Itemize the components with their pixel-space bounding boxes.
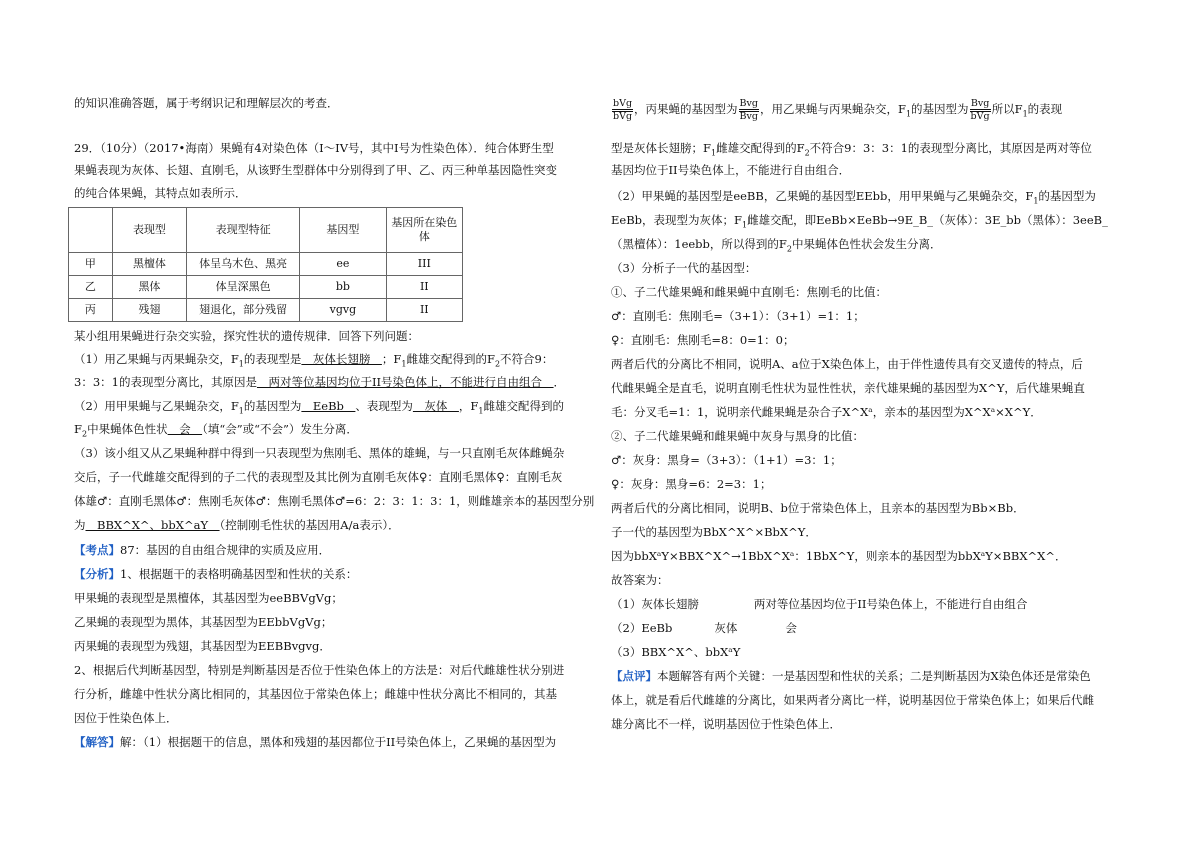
fenxi-line: 行分析，雌雄中性状分离比相同的，其基因位于常染色体上；雌雄中性状分离比不相同的，其基: [74, 687, 557, 701]
text-line: ♂：直刚毛：焦刚毛=（3+1）：（3+1）=1：1；: [611, 309, 865, 323]
jieda-line: 【解答】解：（1）根据题干的信息，黑体和残翅的基因都位于II号染色体上，乙果蝇的基因型为: [74, 735, 557, 749]
table-cell: 乙: [69, 276, 113, 299]
text-line: 故答案为：: [611, 573, 669, 587]
text-line: ♀：直刚毛：焦刚毛=8：0=1：0；: [611, 333, 795, 347]
genotype-fraction-line: $\frac{\text{bVg}}{\text{bVg}}$ ，丙果蝇的基因型为 $\frac{\text{Bvg}}{\text{Bvg}}$ ，用乙果蝇与丙果蝇杂交，$F_1$的基因型为 $\frac{\text{Bvg}}{\text{bVg}}$ 所以$F_1$的表现: [613, 97, 1063, 122]
question-29-line: 29．（10分）（2017•海南）果蝇有4对染色体（I～IV号，其中I号为性染色体）．纯合体野生型: [74, 141, 554, 155]
kaodian-tag: 【考点】: [74, 543, 120, 557]
table-header-cell: 表现型: [112, 208, 186, 253]
text-line: EeBb，表现型为灰体；$F_1$雌雄交配，即EeBb×EeBb→9E_B_（灰体）：3E_bb（黑体）：3eeB_: [611, 213, 1108, 230]
fenxi-line: 乙果蝇的表现型为黑体，其基因型为EEbbVgVg；: [74, 615, 333, 629]
table-cell: III: [386, 253, 462, 276]
dianping-line: 体上，就是看后代雌雄的分离比，如果两者分离比一样，说明基因位于常染色体上；如果后代雌: [611, 693, 1094, 707]
jieda-tag: 【解答】: [74, 735, 120, 749]
question-29-line: 的纯合体果蝇，其特点如表所示．: [74, 186, 247, 200]
table-header-row: [69, 208, 463, 253]
table-row: [69, 276, 463, 299]
text-line: 两者后代的分离比相同，说明B、b位于常染色体上，且亲本的基因型为Bb×Bb．: [611, 501, 1025, 515]
final-answer-1: （1）灰体长翅膀 两对等位基因均位于II号染色体上，不能进行自由组合: [611, 597, 1028, 611]
table-header-cell: 表现型特征: [187, 208, 300, 253]
table-cell: 黑檀体: [112, 253, 186, 276]
dianping-line: 雄分离比不一样，说明基因位于性染色体上．: [611, 717, 841, 731]
table-cell: 残翅: [112, 299, 186, 322]
dianping-line: 【点评】本题解答有两个关键：一是基因型和性状的关系；二是判断基因为X染色体还是常染色: [611, 669, 1091, 683]
text-line: ②、子二代雄果蝇和雌果蝇中灰身与黑身的比值：: [611, 429, 864, 443]
answer-1-line: （1）用乙果蝇与丙果蝇杂交，$F_1$的表现型是 灰体长翅膀 ；$F_1$雌雄交配得到的$F_2$不符合9：: [74, 352, 554, 369]
kaodian-line: 【考点】87：基因的自由组合规律的实质及应用．: [74, 543, 331, 557]
table-header-cell: 基因所在染色体: [386, 208, 462, 253]
table-cell: 体呈深黑色: [187, 276, 300, 299]
table-header-cell: 基因型: [300, 208, 386, 253]
text-line: 毛：分叉毛=1：1，说明亲代雌果蝇是杂合子X^Xᵃ，亲本的基因型为X^Xᵃ×X^Y．: [611, 405, 1042, 419]
answer-blank: 灰体: [412, 399, 459, 413]
fenxi-line: 甲果蝇的表现型是黑檀体，其基因型为eeBBVgVg；: [74, 591, 343, 605]
text-line: 的知识准确答题，属于考纲识记和理解层次的考查．: [74, 96, 339, 110]
text-line: （黑檀体）：1eebb，所以得到的$F_2$中果蝇体色性状会发生分离．: [611, 237, 942, 254]
final-answer-2: （2）EeBb 灰体 会: [611, 621, 797, 635]
text-line: ♀：灰身：黑身=6：2=3：1；: [611, 477, 772, 491]
table-cell: 翅退化，部分残留: [187, 299, 300, 322]
text-line: 因为bbXᵃY×BBX^X^→1BbX^Xᵃ：1BbX^Y，则亲本的基因型为bbXᵃY×BBX^X^．: [611, 549, 1067, 563]
table-cell: 体呈乌木色、黑亮: [187, 253, 300, 276]
fenxi-line: 丙果蝇的表现型为残翅，其基因型为EEBBvgvg．: [74, 639, 331, 653]
genotype-fraction: $\frac{\text{Bvg}}{\text{Bvg}}$: [739, 97, 758, 122]
fenxi-tag: 【分析】: [74, 567, 120, 581]
text-line: 子一代的基因型为BbX^X^×BbX^Y．: [611, 525, 817, 539]
text-line: 基因均位于II号染色体上，不能进行自由组合．: [611, 163, 851, 177]
table-cell: vgvg: [300, 299, 386, 322]
fenxi-line: 因位于性染色体上．: [74, 711, 178, 725]
genotype-fraction: $\frac{\text{Bvg}}{\text{bVg}}$: [970, 97, 990, 122]
genotype-fraction: $\frac{\text{bVg}}{\text{bVg}}$: [613, 97, 633, 122]
final-answer-3: （3）BBX^X^、bbXᵃY: [611, 645, 741, 659]
text-line: 型是灰体长翅膀；$F_1$雌雄交配得到的$F_2$不符合9：3：3：1的表现型分离比，其原因是两对等位: [611, 141, 1092, 158]
table-header-cell: [69, 208, 113, 253]
table-cell: II: [386, 299, 462, 322]
answer-3-line: 交后，子一代雌雄交配得到的子二代的表现型及其比例为直刚毛灰体♀：直刚毛黑体♀：直刚毛灰: [74, 470, 563, 484]
table-cell: bb: [300, 276, 386, 299]
text-line: （2）甲果蝇的基因型是eeBB，乙果蝇的基因型EEbb，用甲果蝇与乙果蝇杂交，$F_1$的基因型为: [611, 189, 1096, 206]
text-line: （3）分析子一代的基因型：: [611, 261, 757, 275]
answer-blank: BBX^X^、bbX^aY: [85, 518, 220, 532]
text-line: 两者后代的分离比不相同，说明A、a位于X染色体上，由于伴性遗传具有交叉遗传的特点，后: [611, 357, 1083, 371]
answer-2-line: （2）用甲果蝇与乙果蝇杂交，$F_1$的基因型为 EeBb 、表现型为 灰体 ，$F_1$雌雄交配得到的: [74, 399, 564, 416]
answer-1-line: 3：3：1的表现型分离比，其原因是 两对等位基因均位于II号染色体上，不能进行自由组合 ．: [74, 375, 566, 389]
answer-blank: 会: [167, 422, 203, 436]
text-line: 代雌果蝇全是直毛，说明直刚毛性状为显性性状，亲代雄果蝇的基因型为X^Y，后代雄果蝇直: [611, 381, 1085, 395]
table-cell: II: [386, 276, 462, 299]
table-cell: 丙: [69, 299, 113, 322]
mutant-table: [68, 207, 463, 322]
text-line: ①、子二代雄果蝇和雌果蝇中直刚毛：焦刚毛的比值：: [611, 285, 887, 299]
text-line: 某小组用果蝇进行杂交实验，探究性状的遗传规律．回答下列问题：: [74, 329, 419, 343]
answer-3-line: 体雄♂：直刚毛黑体♂：焦刚毛灰体♂：焦刚毛黑体♂=6：2：3：1：3：1，则雌雄亲本的基因型分别: [74, 494, 595, 508]
answer-blank: 两对等位基因均位于II号染色体上，不能进行自由组合: [256, 375, 554, 389]
answer-blank: 灰体长翅膀: [301, 352, 382, 366]
table-row: [69, 299, 463, 322]
answer-2-line: $F_2$中果蝇体色性状 会 （填“会”或“不会”）发生分离．: [74, 422, 358, 439]
answer-3-line: （3）该小组又从乙果蝇种群中得到一只表现型为焦刚毛、黑体的雄蝇，与一只直刚毛灰体雌蝇杂: [74, 446, 565, 460]
question-29-line: 果蝇表现为灰体、长翅、直刚毛，从该野生型群体中分别得到了甲、乙、丙三种单基因隐性突变: [74, 163, 557, 177]
table-cell: 黑体: [112, 276, 186, 299]
text-line: ♂：灰身：黑身=（3+3）：（1+1）=3：1；: [611, 453, 842, 467]
answer-3-line: 为 BBX^X^、bbX^aY （控制刚毛性状的基因用A/a表示）．: [74, 518, 400, 532]
table-cell: ee: [300, 253, 386, 276]
table-cell: 甲: [69, 253, 113, 276]
fenxi-line: 【分析】1、根据题干的表格明确基因型和性状的关系：: [74, 567, 358, 581]
table-row: [69, 253, 463, 276]
answer-blank: EeBb: [301, 399, 356, 413]
fenxi-line: 2、根据后代判断基因型，特别是判断基因是否位于性染色体上的方法是：对后代雌雄性状分别进: [74, 663, 565, 677]
dianping-tag: 【点评】: [611, 669, 657, 683]
